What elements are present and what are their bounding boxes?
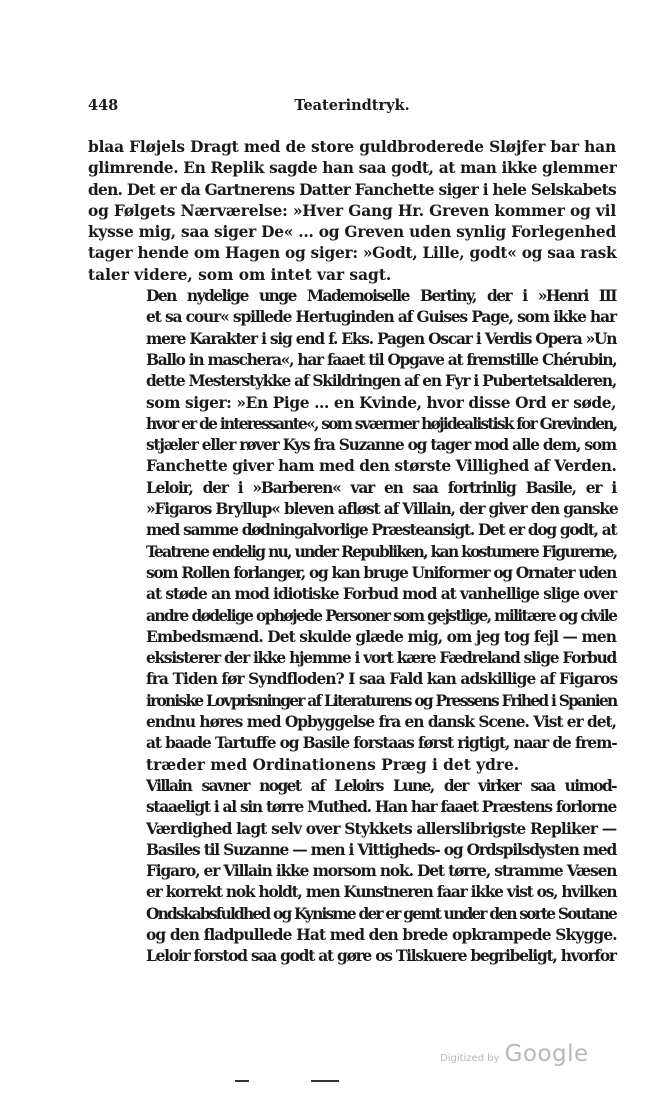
text-line: staaeligt i al sin tørre Muthed. Han har faaet Præstens forlorne <box>146 798 616 817</box>
text-line: at støde an mod idiotiske Forbud mod at vanhellige slige over <box>146 585 617 604</box>
text-line: Ballo in maschera«, har faaet til Opgave at fremstille Chérubin, <box>146 350 617 369</box>
text-line: Ondskabsfuldhed og Kynisme der er gemt under den sorte Soutane <box>146 904 616 923</box>
text-line: Leloir forstod saa godt at gøre os Tilskuere begribeligt, hvorfor <box>146 947 616 966</box>
paragraph <box>88 776 616 968</box>
footer-rule-left <box>235 1080 249 1082</box>
text-line: stjæler eller røver Kys fra Suzanne og tager mod alle dem, som <box>146 436 616 455</box>
text-line: er korrekt nok holdt, men Kunstneren faar ikke vist os, hvilken <box>146 883 617 902</box>
text-line: Fanchette giver ham med den største Villighed af Verden. <box>146 457 617 476</box>
text-line: Embedsmænd. Det skulde glæde mig, om jeg tog fejl — men <box>146 627 617 646</box>
text-line: mere Karakter i sig end f. Eks. Pagen Oscar i Verdis Opera »Un <box>146 329 617 348</box>
paragraph <box>88 137 616 286</box>
text-line: at baade Tartuffe og Basile forstaas først rigtigt, naar de frem- <box>146 734 617 753</box>
text-line: Basiles til Suzanne — men i Vittigheds- og Ordspilsdysten med <box>146 840 617 859</box>
text-line: eksisterer der ikke hjemme i vort kære Fædreland slige Forbud <box>146 649 616 668</box>
text-line: Den nydelige unge Mademoiselle Bertiny, der i »Henri III <box>146 287 616 306</box>
running-title: Teaterindtryk. <box>294 97 410 114</box>
text-line: Figaro, er Villain ikke morsom nok. Det tørre, stramme Væsen <box>146 862 617 881</box>
text-line: og Følgets Nærværelse: »Hver Gang Hr. Greven kommer og vil <box>88 201 616 220</box>
paragraph <box>88 478 616 776</box>
text-line: den. Det er da Gartnerens Datter Fanchette siger i hele Selskabets <box>88 180 616 199</box>
text-line: et sa cour« spillede Hertuginden af Guises Page, som ikke har <box>146 308 616 327</box>
digitized-watermark <box>440 1041 589 1067</box>
text-line: med samme dødningalvorlige Præsteansigt. Det er dog godt, at <box>146 521 617 540</box>
text-line: andre dødelige ophøjede Personer som gejstlige, militære og civile <box>146 606 617 625</box>
text-line: Værdighed lagt selv over Stykkets allerslibrigste Repliker — <box>146 819 617 838</box>
text-line: som siger: »En Pige ... en Kvinde, hvor disse Ord er søde, <box>146 393 617 412</box>
text-line: som Rollen forlanger, og kan bruge Uniformer og Ornater uden <box>146 563 616 582</box>
text-line: ironiske Lovprisninger af Literaturens og Pressens Frihed i Spanien <box>146 691 617 710</box>
text-line: taler videre, som om intet var sagt. <box>88 265 392 284</box>
text-line: glimrende. En Replik sagde han saa godt, at man ikke glemmer <box>88 159 617 178</box>
text-line: Teatrene endelig nu, under Republiken, kan kostumere Figurerne, <box>146 542 617 561</box>
body-text <box>88 137 616 968</box>
text-line: kysse mig, saa siger De« ... og Greven uden synlig Forlegenhed <box>88 223 616 242</box>
text-line: endnu høres med Opbyggelse fra en dansk Scene. Vist er det, <box>146 713 616 732</box>
text-line: dette Mesterstykke af Skildringen af en Fyr i Pubertetsalderen, <box>146 372 616 391</box>
page-header <box>88 97 616 119</box>
text-line: »Figaros Bryllup« bleven afløst af Villain, der giver den ganske <box>146 500 618 519</box>
text-line: træder med Ordinationens Præg i det ydre. <box>146 755 520 774</box>
paragraph <box>88 286 616 478</box>
text-line: blaa Fløjels Dragt med de store guldbroderede Sløjfer bar han <box>88 138 616 156</box>
text-line: Villain savner noget af Leloirs Lune, der virker saa uimod- <box>146 776 616 795</box>
text-line: fra Tiden før Syndfloden? I saa Fald kan adskillige af Figaros <box>146 670 618 689</box>
watermark-prefix: Digitized by <box>440 1053 500 1064</box>
text-line: hvor er de interessante«, som sværmer højidealistisk for Grevinden, <box>146 414 617 433</box>
text-line: tager hende om Hagen og siger: »Godt, Lille, godt« og saa rask <box>88 244 617 263</box>
text-line: og den fladpullede Hat med den brede opkrampede Skygge. <box>146 925 617 944</box>
footer-rule-right <box>311 1080 339 1082</box>
text-line: Leloir, der i »Barberen« var en saa fortrinlig Basile, er i <box>146 478 616 497</box>
page-number: 448 <box>88 97 119 114</box>
google-logo: Google <box>504 1041 589 1067</box>
